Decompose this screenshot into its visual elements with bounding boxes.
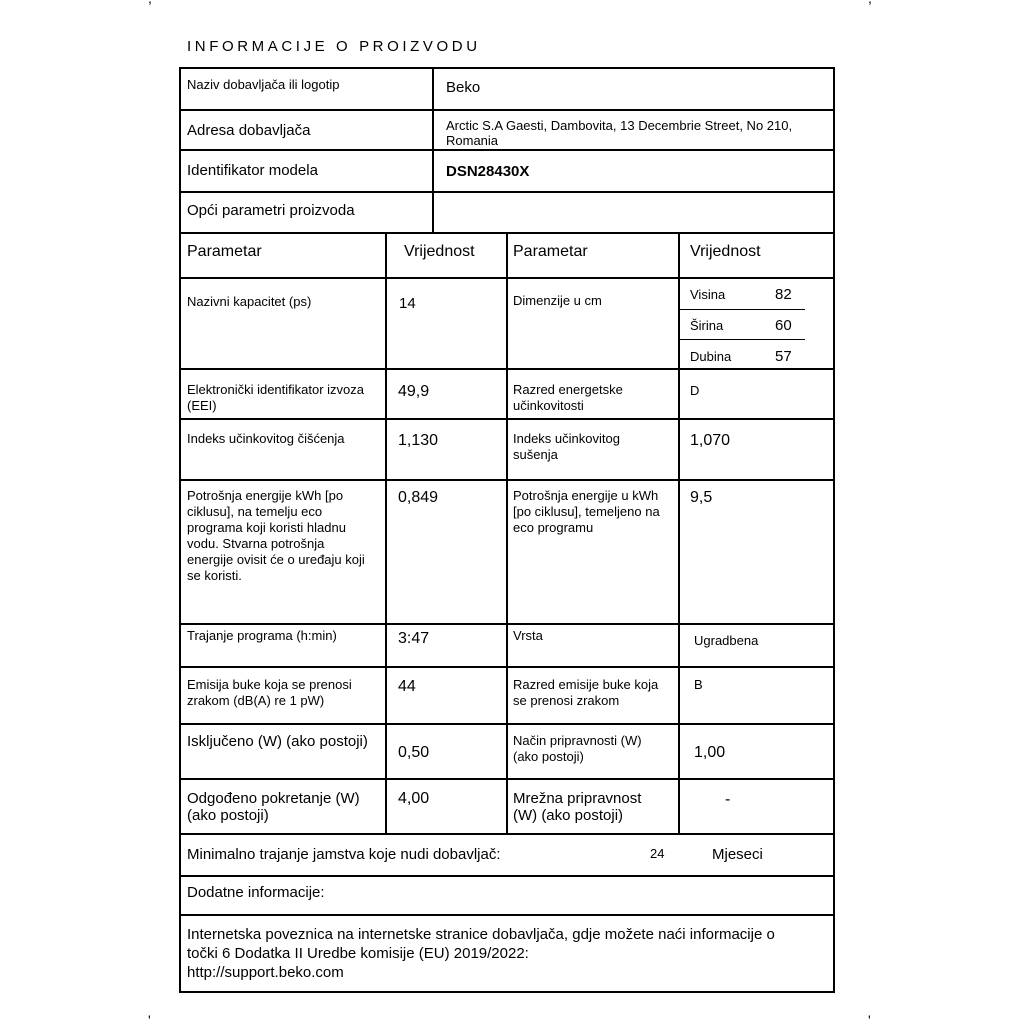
row-divider [179,109,835,111]
table-border-right [833,67,835,993]
table-border-left [179,67,181,993]
table-border-bottom [179,991,835,993]
supplier-address-value: Arctic S.A Gaesti, Dambovita, 13 Decembrie Street, No 210, Romania [446,118,793,148]
header-param-1: Parametar [187,243,262,260]
corner-mark-bottom-right: ' [868,1012,871,1028]
row-divider [179,149,835,151]
height-value: 82 [775,286,792,303]
type-label: Vrsta [513,628,543,643]
height-label: Visina [690,287,726,302]
additional-info-label: Dodatne informacije: [187,884,325,901]
cleaning-index-label: Indeks učinkovitog čišćenja [187,431,345,446]
dim-divider [679,309,805,310]
energy-eco-label: Potrošnja energije u kWh [po ciklusu], temeljeno na eco programu [513,488,660,535]
eei-value: 49,9 [398,383,430,400]
energy-class-label: Razred energetske učinkovitosti [513,382,623,413]
corner-mark-top-left [148,0,152,6]
warranty-value: 24 [650,846,665,861]
col-divider [506,232,508,835]
warranty-label: Minimalno trajanje jamstva koje nudi dobavljač: [187,846,501,863]
corner-mark-bottom-left: ' [148,1012,151,1028]
delay-start-label: Odgođeno pokretanje (W) (ako postoji) [187,790,360,824]
energy-cold-label: Potrošnja energije kWh [po ciklusu], na temelju eco programa koji koristi hladnu vodu. Stvarna potrošnja energije ovisit će o uređaju koji se koristi. [187,488,365,583]
warranty-unit: Mjeseci [712,846,763,863]
supplier-address-label: Adresa dobavljača [187,122,311,139]
width-label: Širina [690,318,724,333]
width-value: 60 [775,317,792,334]
general-params-label: Opći parametri proizvoda [187,202,355,219]
noise-value: 44 [398,678,416,695]
capacity-value: 14 [399,295,416,312]
model-label: Identifikator modela [187,162,318,179]
model-value: DSN28430X [446,163,530,180]
header-value-1: Vrijednost [404,243,475,260]
dim-divider [679,339,805,340]
duration-value: 3:47 [398,630,430,647]
capacity-label: Nazivni kapacitet (ps) [187,294,312,309]
network-standby-value: - [725,791,731,808]
row-divider [179,914,835,916]
energy-cold-value: 0,849 [398,489,439,506]
drying-index-value: 1,070 [690,432,731,449]
depth-value: 57 [775,348,792,365]
energy-class-value: D [690,383,700,398]
supplier-name-label: Naziv dobavljača ili logotip [187,77,340,92]
page-title: INFORMACIJE O PROIZVODU [187,38,481,55]
noise-class-value: B [694,677,703,692]
row-divider [179,191,835,193]
noise-label: Emisija buke koja se prenosi zrakom (dB(A) re 1 pW) [187,677,352,708]
depth-label: Dubina [690,349,732,364]
supplier-name-value: Beko [446,79,481,96]
col-divider [385,232,387,835]
off-mode-value: 0,50 [398,744,430,761]
header-value-2: Vrijednost [690,243,761,260]
corner-mark-top-right [868,0,872,6]
off-mode-label: Isključeno (W) (ako postoji) [187,733,368,750]
delay-start-value: 4,00 [398,790,430,807]
support-link-text: Internetska poveznica na internetske stranice dobavljača, gdje možete naći informacije o točki 6 Dodatka II Uredbe komisije (EU) 2019/2022: http://support.beko.com [187,926,775,981]
network-standby-label: Mrežna pripravnost (W) (ako postoji) [513,790,642,824]
col-divider [678,232,680,835]
header-param-2: Parametar [513,243,588,260]
dimensions-label: Dimenzije u cm [513,293,602,308]
type-value: Ugradbena [694,633,759,648]
drying-index-label: Indeks učinkovitog sušenja [513,431,620,462]
noise-class-label: Razred emisije buke koja se prenosi zrakom [513,677,659,708]
table-border-top [179,67,835,69]
duration-label: Trajanje programa (h:min) [187,628,337,643]
standby-value: 1,00 [694,744,726,761]
eei-label: Elektronički identifikator izvoza (EEI) [187,382,365,413]
standby-label: Način pripravnosti (W) (ako postoji) [513,733,642,764]
col-divider [432,67,434,233]
energy-eco-value: 9,5 [690,489,713,506]
cleaning-index-value: 1,130 [398,432,439,449]
row-divider [179,875,835,877]
